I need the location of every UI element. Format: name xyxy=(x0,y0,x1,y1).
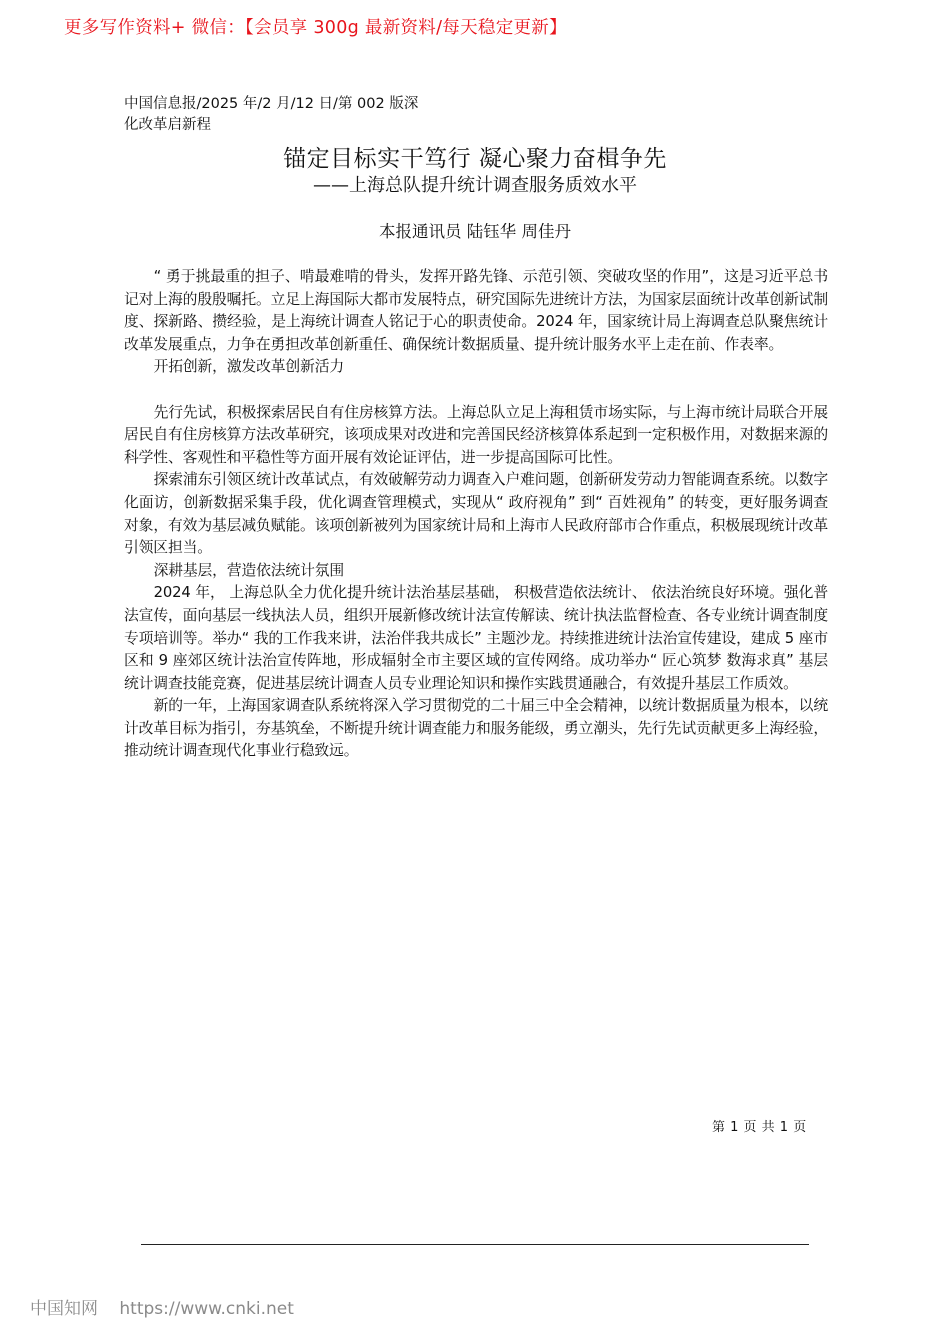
paragraph-housing-accounting: 先行先试，积极探索居民自有住房核算方法。上海总队立足上海租赁市场实际，与上海市统计局联合开展居民自有住房核算方法改革研究，该项成果对改进和完善国民经济核算体系起到一定积极作用，对数据来源的科学性、客观性和平稳性等方面开展有效论证评估，进一步提高国际可比性。 xyxy=(124,403,828,466)
footer-divider xyxy=(141,1244,809,1245)
footer-watermark xyxy=(30,1294,310,1319)
section-heading-innovation: 开拓创新，激发改革创新活力 xyxy=(153,358,345,376)
page-indicator: 第 1 页 共 1 页 xyxy=(712,1120,807,1135)
section-heading-grassroots: 深耕基层，营造依法统计氛围 xyxy=(153,561,345,579)
article-title: 锚定目标实干笃行 凝心聚力奋楫争先 xyxy=(283,146,667,172)
cnki-url[interactable]: https://www.cnki.net xyxy=(119,1299,294,1319)
paragraph-intro: “ 勇于挑最重的担子、啃最难啃的骨头，发挥开路先锋、示范引领、突破攻坚的作用”，这是习近平总书记对上海的殷殷嘱托。立足上海国际大都市发展特点，研究国际先进统计方法，为国家层面统计改革创新试制度、探新路、攒经验，是上海统计调查人铭记于心的职责使命。2024 年，国家统计局上海调查总队聚焦统计改革发展重点，力争在勇担改革创新重任、确保统计数据质量、提升统计服务水平上走在前、作表率。 xyxy=(124,268,828,353)
paragraph-pudong-pilot: 探索浦东引领区统计改革试点，有效破解劳动力调查入户难问题，创新研发劳动力智能调查系统。以数字化面访，创新数据采集手段，优化调查管理模式，实现从“ 政府视角” 到“ 百姓视角” 的转变，更好服务调查对象，有效为基层减负赋能。该项创新被列为国家统计局和上海市人民政府部市合作重点，积极展现统计改革引领区担当。 xyxy=(124,471,828,557)
paragraph-outlook: 新的一年，上海国家调查队系统将深入学习贯彻党的二十届三中全会精神，以统计数据质量为根本，以统计改革目标为指引，夯基筑垒，不断提升统计调查能力和服务能级，勇立潮头，先行先试贡献更多上海经验，推动统计调查现代化事业行稳致远。 xyxy=(124,697,828,760)
article-subtitle: ——上海总队提升统计调查服务质效水平 xyxy=(313,175,637,196)
promo-banner: 更多写作资料+ 微信：【会员享 300g 最新资料/每天稳定更新】 xyxy=(64,18,567,38)
article-body xyxy=(124,266,828,763)
cnki-brand: 中国知网 xyxy=(30,1299,98,1319)
paragraph-rule-of-law: 2024 年， 上海总队全力优化提升统计法治基层基础， 积极营造依法统计、 依法治统良好环境。强化普法宣传，面向基层一线执法人员，组织开展新修改统计法宣传解读、统计执法监督检查、各专业统计调查制度专项培训等。举办“ 我的工作我来讲，法治伴我共成长” 主题沙龙。持续推进统计法治宣传建设，建成 5 座市区和 9 座郊区统计法治宣传阵地，形成辐射全市主要区域的宣传网络。成功举办“ 匠心筑梦 数海求真” 基层统计调查技能竞赛，促进基层统计调查人员专业理论知识和操作实践贯通融合，有效提升基层工作质效。 xyxy=(124,584,828,692)
source-line: 中国信息报/2025 年/2 月/12 日/第 002 版深化改革启新程 xyxy=(124,96,419,133)
byline: 本报通讯员 陆钰华 周佳丹 xyxy=(379,222,571,241)
paragraph-gap xyxy=(124,379,828,402)
